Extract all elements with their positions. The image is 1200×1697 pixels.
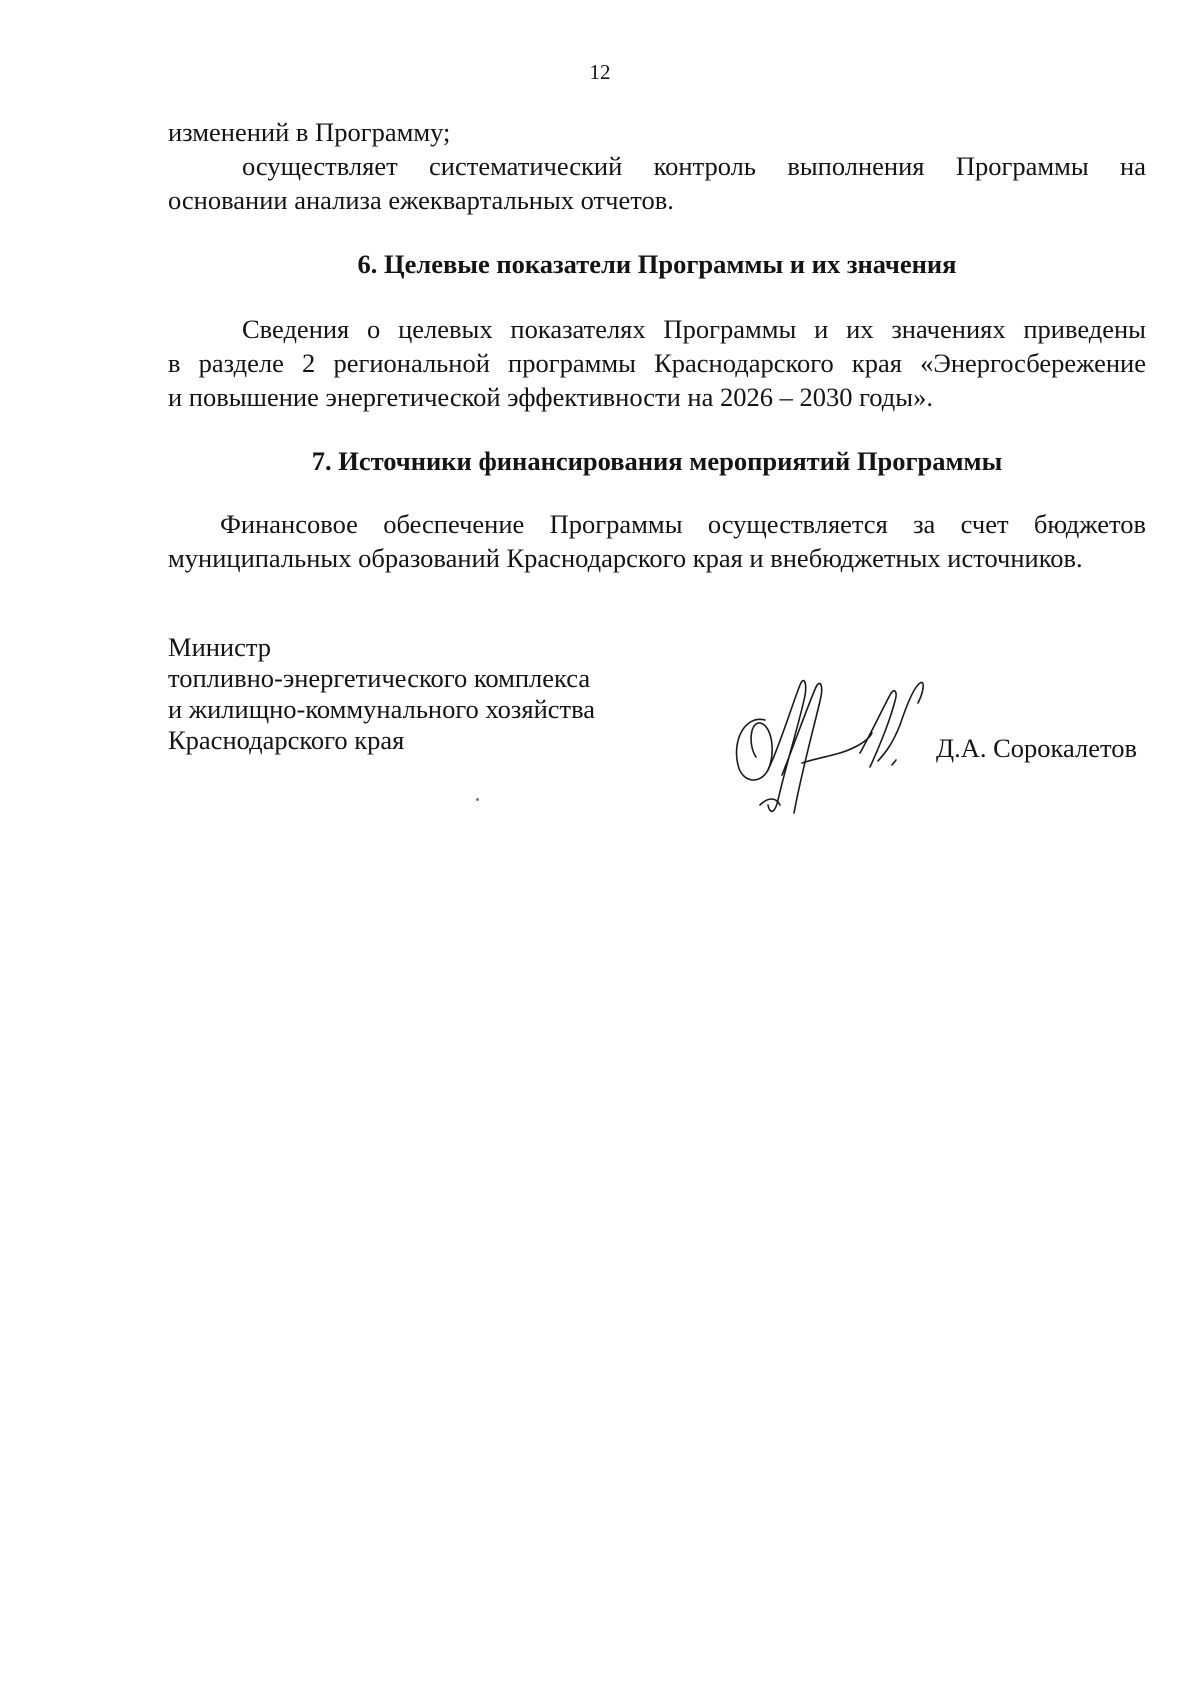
signatory-title-line: Министр — [168, 632, 272, 662]
page-number: 12 — [589, 60, 611, 84]
signatory-title — [168, 632, 595, 756]
signatory-title-line: топливно-энергетического комплекса — [168, 663, 591, 693]
scan-speck — [476, 798, 479, 801]
text-line: и повышение энергетической эффективности на 2026 – 2030 годы». — [168, 382, 933, 412]
text-line: основании анализа ежеквартальных отчетов. — [168, 185, 674, 215]
handwritten-signature — [720, 665, 960, 825]
text-line: Финансовое обеспечение Программы осуществляется за счет бюджетов — [220, 509, 1146, 539]
section-6-paragraph — [168, 312, 1146, 414]
text-line: муниципальных образований Краснодарского края и внебюджетных источников. — [168, 543, 1083, 573]
text-line: Сведения о целевых показателях Программы и их значениях приведены — [242, 314, 1146, 344]
paragraph-continuation — [168, 115, 1146, 217]
section-7-heading: 7. Источники финансирования мероприятий Программы — [311, 446, 1003, 476]
signatory-title-line: и жилищно-коммунального хозяйства — [168, 694, 596, 724]
text-line: изменений в Программу; — [168, 117, 451, 147]
text-line: в разделе 2 региональной программы Краснодарского края «Энергосбережение — [168, 348, 1146, 378]
section-7-paragraph — [168, 507, 1146, 575]
section-6-heading: 6. Целевые показатели Программы и их значения — [357, 249, 957, 279]
signatory-title-line: Краснодарского края — [168, 725, 405, 755]
text-line: осуществляет систематический контроль выполнения Программы на — [242, 151, 1146, 181]
signatory-name: Д.А. Сорокалетов — [936, 733, 1137, 763]
